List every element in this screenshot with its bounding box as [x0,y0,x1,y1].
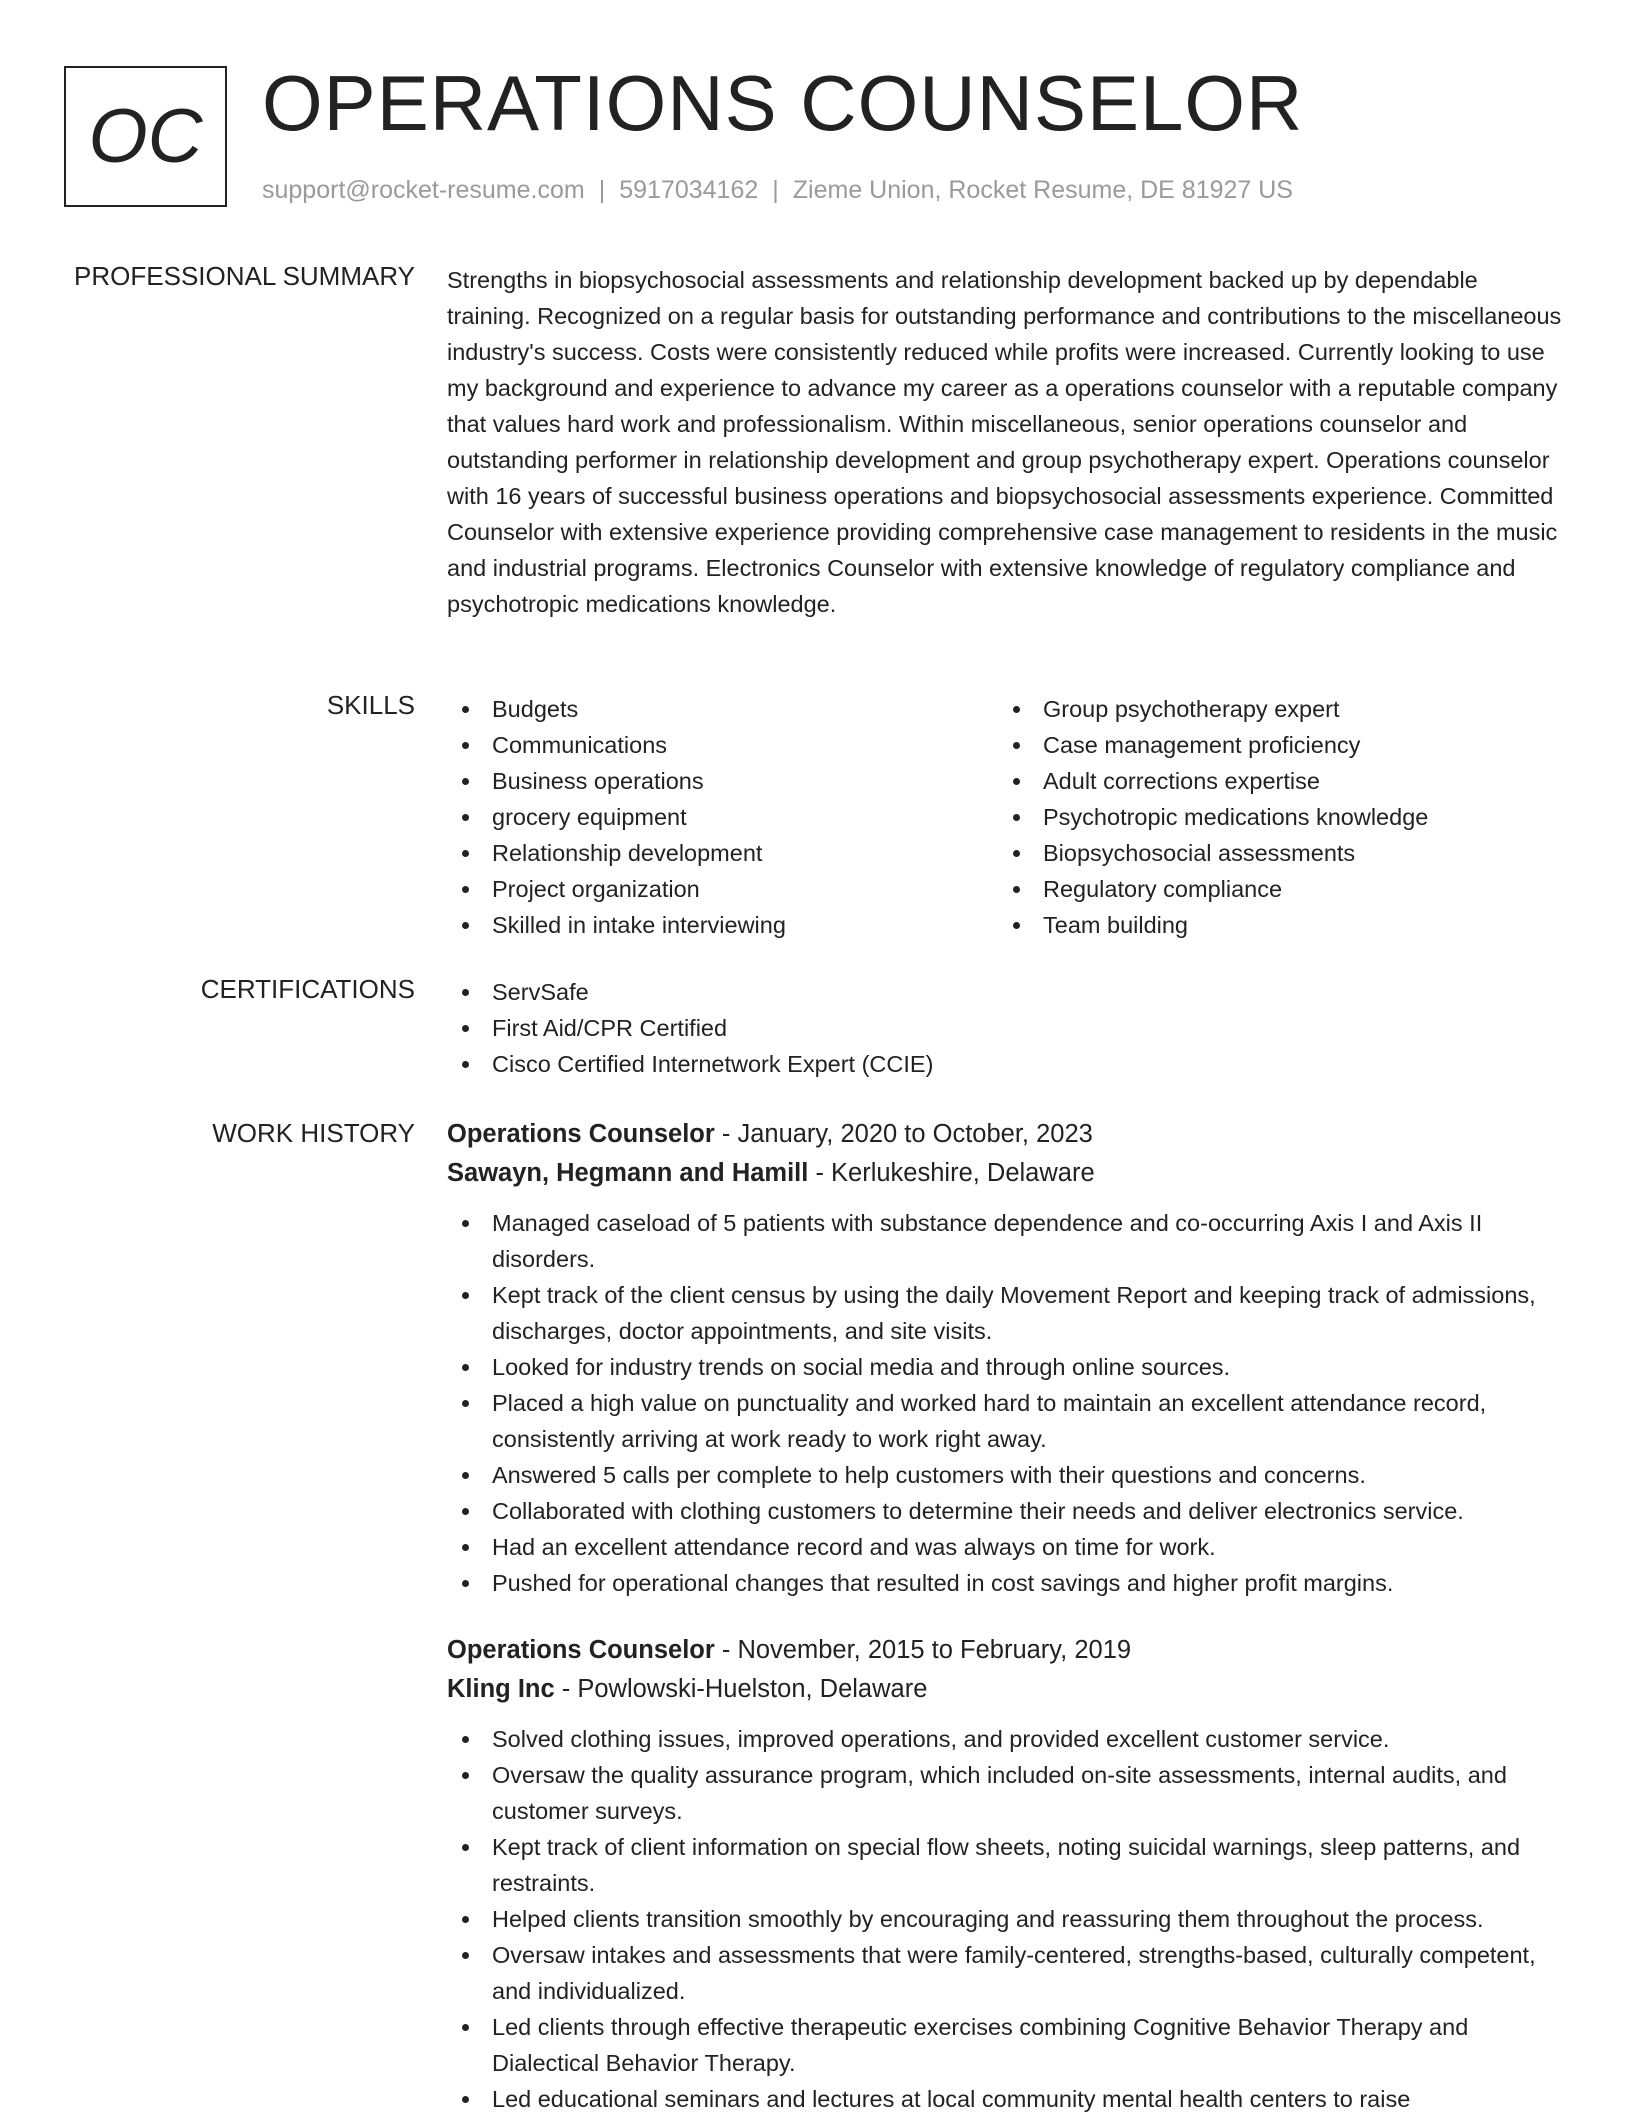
monogram-box [64,66,227,207]
list-item: Led educational seminars and lectures at local community mental health centers to raise [447,2081,1567,2117]
skills-list-right [998,691,1538,943]
list-item: Solved clothing issues, improved operations, and provided excellent customer service. [447,1721,1567,1757]
list-item: Relationship development [447,835,987,871]
job-location: - Kerlukeshire, Delaware [808,1159,1095,1187]
list-item: Had an excellent attendance record and was always on time for work. [447,1529,1567,1565]
list-item: Project organization [447,871,987,907]
list-item: Oversaw the quality assurance program, which included on-site assessments, internal audits, and customer surveys. [447,1757,1567,1829]
list-item: Business operations [447,763,987,799]
list-item: ServSafe [447,974,1567,1010]
monogram-text: OC [88,94,203,179]
list-item: Adult corrections expertise [998,763,1538,799]
list-item: Kept track of client information on special flow sheets, noting suicidal warnings, sleep patterns, and restraints. [447,1829,1567,1901]
job-dates: - November, 2015 to February, 2019 [714,1636,1132,1664]
job-entry [447,1631,1567,2117]
list-item: Psychotropic medications knowledge [998,799,1538,835]
list-item: Skilled in intake interviewing [447,907,987,943]
contact-line [262,176,1293,205]
job-title: Operations Counselor [447,1636,715,1664]
summary-text: Strengths in biopsychosocial assessments and relationship development backed up by dependable training. Recognized on a regular basis for outstanding performance and contributions to the miscellaneous industry's success. Costs were consistently reduced while profits were increased. Currently looking to use my background and experience to advance my career as a operations counselor with a reputable company that values hard work and professionalism. Within miscellaneous, senior operations counselor and outstanding performer in relationship development and group psychotherapy expert. Operations counselor with 16 years of successful business operations and biopsychosocial assessments experience. Committed Counselor with extensive experience providing comprehensive case management to residents in the music and industrial programs. Electronics Counselor with extensive knowledge of regulatory compliance and psychotropic medications knowledge. [447,267,1562,617]
certifications-list [447,974,1567,1082]
list-item: Answered 5 calls per complete to help customers with their questions and concerns. [447,1457,1567,1493]
list-item: Looked for industry trends on social media and through online sources. [447,1349,1567,1385]
list-item: Cisco Certified Internetwork Expert (CCIE) [447,1046,1567,1082]
list-item: Kept track of the client census by using the daily Movement Report and keeping track of admissions, discharges, doctor appointments, and site visits. [447,1277,1567,1349]
list-item: Managed caseload of 5 patients with substance dependence and co-occurring Axis I and Axis II disorders. [447,1205,1567,1277]
list-item: Regulatory compliance [998,871,1538,907]
list-item: Pushed for operational changes that resulted in cost savings and higher profit margins. [447,1565,1567,1601]
list-item: Biopsychosocial assessments [998,835,1538,871]
list-item: Budgets [447,691,987,727]
contact-address: Zieme Union, Rocket Resume, DE 81927 US [792,176,1293,204]
job-dates: - January, 2020 to October, 2023 [714,1120,1093,1148]
list-item: Communications [447,727,987,763]
job-duties-list [447,1721,1567,2117]
job-duties-list [447,1205,1567,1601]
work-history-body [447,1115,1567,2117]
certifications-heading: CERTIFICATIONS [200,974,415,1004]
resume-title: OPERATIONS COUNSELOR [262,59,1304,147]
work-history-heading: WORK HISTORY [212,1118,415,1148]
job-company: Sawayn, Hegmann and Hamill [447,1159,809,1187]
job-company: Kling Inc [447,1675,555,1703]
contact-phone[interactable]: 5917034162 [619,176,759,204]
job-title-line [447,1115,1567,1154]
list-item: grocery equipment [447,799,987,835]
job-company-line [447,1154,1567,1193]
list-item: Led clients through effective therapeutic exercises combining Cognitive Behavior Therapy and Dialectical Behavior Therapy. [447,2009,1567,2081]
list-item: First Aid/CPR Certified [447,1010,1567,1046]
job-location: - Powlowski-Huelston, Delaware [554,1675,928,1703]
contact-separator: | [598,176,606,204]
list-item: Oversaw intakes and assessments that were family-centered, strengths-based, culturally competent, and individualized. [447,1937,1567,2009]
job-title: Operations Counselor [447,1120,715,1148]
job-entry [447,1115,1567,1601]
skills-list-left [447,691,987,943]
job-title-line [447,1631,1567,1670]
list-item: Collaborated with clothing customers to determine their needs and deliver electronics service. [447,1493,1567,1529]
list-item: Team building [998,907,1538,943]
contact-separator: | [772,176,779,204]
summary-heading: PROFESSIONAL SUMMARY [74,261,415,291]
contact-email[interactable]: support@rocket-resume.com [262,176,585,204]
list-item: Helped clients transition smoothly by encouraging and reassuring them throughout the process. [447,1901,1567,1937]
list-item: Group psychotherapy expert [998,691,1538,727]
skills-heading: SKILLS [326,690,415,720]
job-company-line [447,1670,1567,1709]
list-item: Case management proficiency [998,727,1538,763]
list-item: Placed a high value on punctuality and worked hard to maintain an excellent attendance record, consistently arriving at work ready to work right away. [447,1385,1567,1457]
